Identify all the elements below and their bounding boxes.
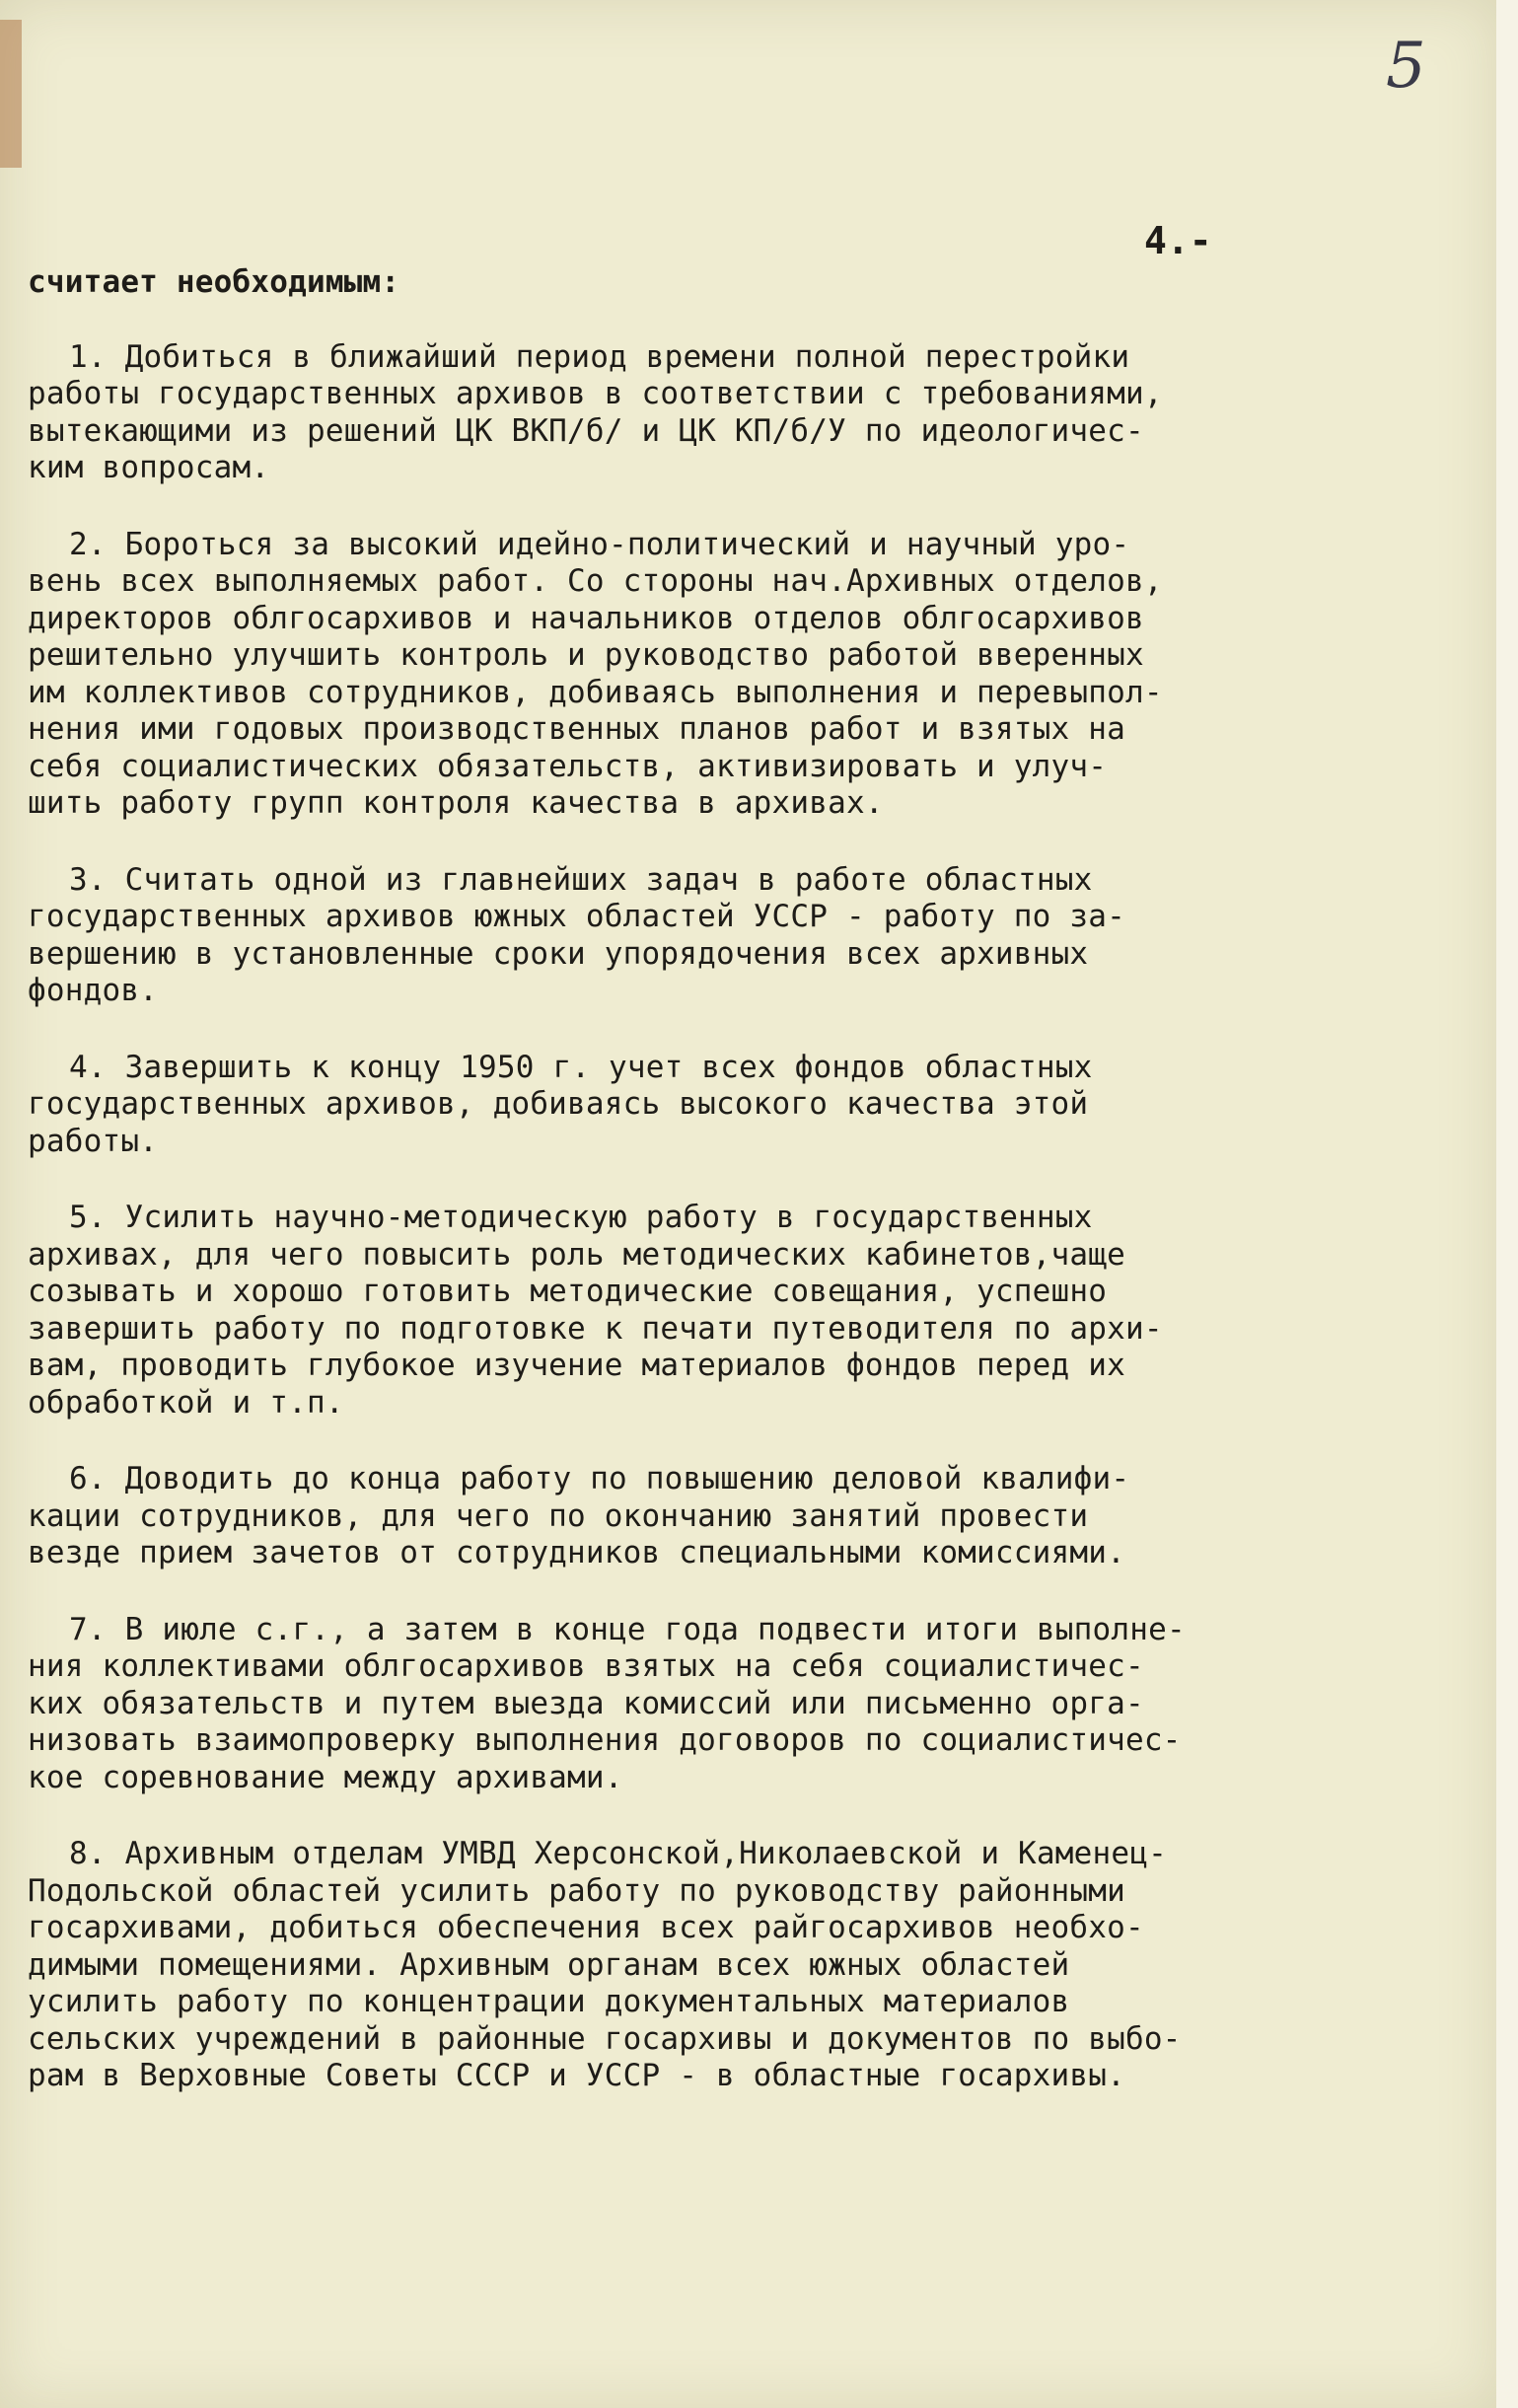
item-line: государственных архивов южных областей УССР - работу по за-: [28, 899, 1125, 934]
item-line: архивах, для чего повысить роль методических кабинетов,чаще: [28, 1236, 1125, 1273]
list-item: [28, 1050, 1448, 1161]
item-number: 8.: [69, 1836, 107, 1871]
item-line: рам в Верховные Советы СССР и УССР - в областные госархивы.: [28, 2058, 1125, 2093]
item-line: госархивами, добиться обеспечения всех райгосархивов необхо-: [28, 1910, 1144, 1945]
item-line: работы государственных архивов в соответствии с требованиями,: [28, 376, 1163, 411]
item-line: ких обязательств и путем выезда комиссий или письменно орга-: [28, 1685, 1144, 1721]
page-number: 4.-: [1144, 219, 1212, 262]
item-number: 4.: [69, 1049, 107, 1085]
handwritten-folio-number: 5: [1386, 30, 1426, 103]
item-line: вам, проводить глубокое изучение материалов фондов перед их: [28, 1348, 1125, 1383]
item-line: ким вопросам.: [28, 450, 270, 485]
item-line: себя социалистических обязательств, активизировать и улуч-: [28, 748, 1108, 784]
list-item: [28, 527, 1448, 823]
item-line: нения ими годовых производственных планов работ и взятых на: [28, 711, 1125, 747]
list-item: [28, 1612, 1448, 1797]
item-line: фондов.: [28, 973, 159, 1008]
item-line: вершению в установленные сроки упорядочения всех архивных: [28, 935, 1089, 972]
list-item: [28, 339, 1448, 487]
item-line: везде прием зачетов от сотрудников специальными комиссиями.: [28, 1535, 1125, 1570]
item-line: кое соревнование между архивами.: [28, 1759, 623, 1795]
list-item: [28, 862, 1448, 1010]
document-body: [28, 264, 1448, 2135]
list-item: [28, 1200, 1448, 1422]
item-line: Завершить к концу 1950 г. учет всех фондов областных: [124, 1049, 1093, 1085]
item-number: 6.: [69, 1461, 107, 1496]
item-line: вытекающими из решений ЦК ВКП/б/ и ЦК КП/б/У по идеологичес-: [28, 412, 1144, 449]
item-line: ния коллективами облгосархивов взятых на себя социалистичес-: [28, 1648, 1144, 1684]
item-line: низовать взаимопроверку выполнения договоров по социалистичес-: [28, 1722, 1182, 1758]
item-number: 1.: [69, 338, 107, 375]
item-line: завершить работу по подготовке к печати путеводителя по архи-: [28, 1310, 1163, 1347]
list-item: [28, 1461, 1448, 1572]
item-line: им коллективов сотрудников, добиваясь выполнения и перевыпол-: [28, 674, 1163, 710]
item-line: димыми помещениями. Архивным органам всех южных областей: [28, 1946, 1070, 1983]
item-line: решительно улучшить контроль и руководство работой вверенных: [28, 637, 1144, 673]
item-line: Доводить до конца работу по повышению деловой квалифи-: [124, 1461, 1130, 1496]
item-number: 3.: [69, 861, 107, 898]
item-line: директоров облгосархивов и начальников отделов облгосархивов: [28, 600, 1144, 636]
item-line: Считать одной из главнейших задач в работе областных: [124, 861, 1093, 898]
item-line: Усилить научно-методическую работу в государственных: [124, 1200, 1093, 1235]
item-line: шить работу групп контроля качества в архивах.: [28, 785, 884, 821]
item-line: Подольской областей усилить работу по руководству районными: [28, 1872, 1125, 1909]
page-edge: [1496, 0, 1518, 2408]
item-line: В июле с.г., а затем в конце года подвести итоги выполне-: [124, 1611, 1186, 1647]
item-number: 7.: [69, 1611, 107, 1647]
item-line: Архивным отделам УМВД Херсонской,Николаевской и Каменец-: [124, 1836, 1167, 1871]
item-line: сельских учреждений в районные госархивы и документов по выбо-: [28, 2020, 1182, 2057]
intro-line: считает необходимым:: [28, 264, 400, 300]
item-line: государственных архивов, добиваясь высокого качества этой: [28, 1086, 1089, 1122]
item-line: работы.: [28, 1123, 159, 1159]
item-line: кации сотрудников, для чего по окончанию занятий провести: [28, 1497, 1089, 1534]
item-line: усилить работу по концентрации документальных материалов: [28, 1984, 1070, 2019]
item-line: обработкой и т.п.: [28, 1384, 344, 1421]
item-line: созывать и хорошо готовить методические совещания, успешно: [28, 1274, 1108, 1309]
item-number: 5.: [69, 1200, 107, 1235]
item-line: вень всех выполняемых работ. Со стороны нач.Архивных отделов,: [28, 563, 1163, 599]
item-line: Бороться за высокий идейно-политический и научный уро-: [124, 526, 1130, 562]
item-line: Добиться в ближайший период времени полной перестройки: [124, 338, 1130, 375]
item-number: 2.: [69, 526, 107, 562]
list-item: [28, 1836, 1448, 2095]
